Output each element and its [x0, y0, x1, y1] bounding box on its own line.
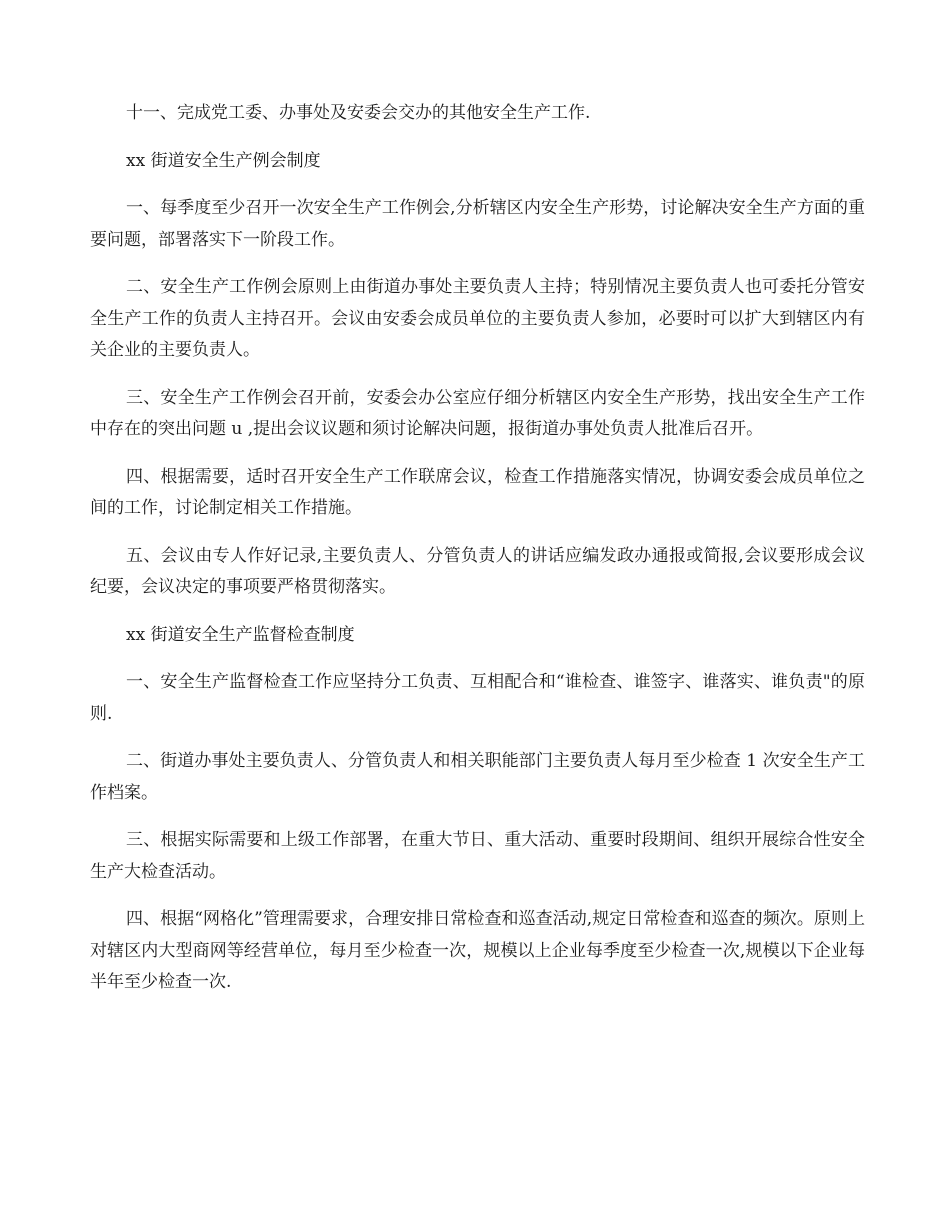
paragraph-meeting-3: 三、安全生产工作例会召开前，安委会办公室应仔细分析辖区内安全生产形势，找出安全生产工作中存在的突出问题 u ,提出会议议题和须讨论解决问题，报街道办事处负责人批准后召开。	[90, 387, 865, 439]
paragraph-inspection-2: 二、街道办事处主要负责人、分管负责人和相关职能部门主要负责人每月至少检查 1 次安全生产工作档案。	[90, 751, 865, 803]
paragraph-inspection-4: 四、根据“网格化”管理需要求，合理安排日常检查和巡查活动,规定日常检查和巡查的频次。原则上对辖区内大型商网等经营单位，每月至少检查一次，规模以上企业每季度至少检查一次,规模以下企业每半年至少检查一次.	[90, 909, 865, 992]
paragraph-meeting-4: 四、根据需要，适时召开安全生产工作联席会议，检查工作措施落实情况，协调安委会成员单位之间的工作，讨论制定相关工作措施。	[90, 466, 865, 518]
paragraph-inspection-3: 三、根据实际需要和上级工作部署，在重大节日、重大活动、重要时段期间、组织开展综合性安全生产大检查活动。	[90, 830, 865, 882]
paragraph-meeting-5: 五、会议由专人作好记录,主要负责人、分管负责人的讲话应编发政办通报或简报,会议要形成会议纪要，会议决定的事项要严格贯彻落实。	[90, 545, 865, 597]
paragraph-item-11: 十一、完成党工委、办事处及安委会交办的其他安全生产工作.	[126, 103, 591, 123]
section-heading-inspection-system: xx 街道安全生产监督检查制度	[126, 624, 355, 645]
paragraph-meeting-1: 一、每季度至少召开一次安全生产工作例会,分析辖区内安全生产形势，讨论解决安全生产方面的重要问题，部署落实下一阶段工作。	[90, 198, 865, 250]
document-body	[90, 98, 865, 1015]
section-heading-meeting-system: xx 街道安全生产例会制度	[126, 150, 321, 171]
paragraph-inspection-1: 一、安全生产监督检查工作应坚持分工负责、互相配合和“谁检查、谁签字、谁落实、谁负责"的原则.	[90, 672, 865, 724]
paragraph-meeting-2: 二、安全生产工作例会原则上由街道办事处主要负责人主持；特别情况主要负责人也可委托分管安全生产工作的负责人主持召开。会议由安委会成员单位的主要负责人参加，必要时可以扩大到辖区内有关企业的主要负责人。	[90, 277, 865, 360]
